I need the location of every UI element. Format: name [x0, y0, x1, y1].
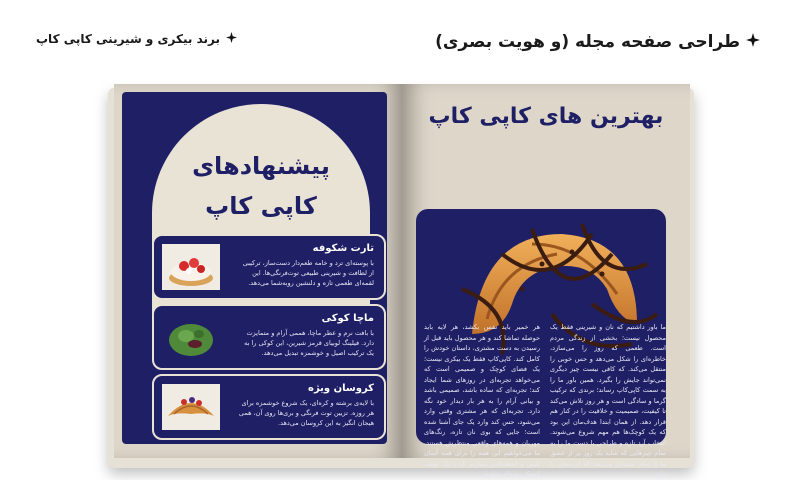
- product-card-tart: [152, 234, 386, 300]
- article-column-left: هر خمیر باید نفس بکشد، هر لایه باید حوصله تماشا کند و هر محصول باید قبل از رسیدن به دست مشتری، داستان خودش را کامل کند. کاپی‌کاپ فقط یک بیکری نیست؛ یک فضای کوچک و صمیمی است که می‌خواهد تجربه‌ای در روزهای شما ایجاد کند؛ تجربه‌ای که ساده باشد، صمیمی باشد و بیانی آرام را به هر بار دیدار خود نگه دارد. تجربه‌ای که هر مشتری وقتی وارد می‌شود، حس کند وارد یک جای آشنا شده است؛ جایی که بوی نان تازه، رنگ‌های مهربان و همه‌های واقعی منتظرش هستند. ما می‌خواهیم این همه را برای همه آسان کنیم، و لحظه‌هایی بسازیم که با یک توقف کوچک روزهای شلوغ.: [424, 323, 540, 478]
- croissant-image: [162, 384, 220, 430]
- matcha-cookie-image: [162, 314, 220, 360]
- brand-subtitle-text: برند بیکری و شیرینی کاپی کاپ: [36, 32, 220, 46]
- product-card-matcha: [152, 304, 386, 370]
- arch-title-line1: پیشنهادهای: [192, 152, 330, 180]
- product-description: با لایه‌ی برشته و کره‌ای، یک شروع خوشمزه برای هر روزه. تزیین توت فرنگی و بری‌ها روی آن، همی هیجان انگیز به این کروسان می‌دهد.: [238, 399, 374, 427]
- right-page-title: بهترین های کاپی کاپ: [428, 104, 664, 129]
- four-point-star-icon: [746, 32, 760, 52]
- arch-title-line2: کاپی کاپ: [205, 192, 317, 220]
- page-header-title: [435, 32, 760, 52]
- product-description: با بافت نرم و عطر ماچا، هممی آرام و متمایزت دارد. فیلینگ لوبیای قرمز شیرین، این کوکی را به یک ترکیب اصیل و خوشمزه تبدیل می‌دهد.: [244, 329, 374, 357]
- magazine-right-page: [402, 84, 690, 478]
- product-card-croissant: [152, 374, 386, 440]
- product-title: تارت شکوفه: [312, 243, 374, 254]
- product-title: ماچا کوکی: [321, 313, 374, 324]
- magazine-left-page: [114, 84, 402, 458]
- product-title: کروسان ویژه: [308, 383, 374, 394]
- article-column-right: ما باور داشتیم که نان و شیرینی فقط یک محصول نیست؛ بخشی از زندگی مردم است. طعمی که روز را می‌سازد، خاطره‌ای را شکل می‌دهد و حس خوبی را منتقل می‌کند. که کافی نیست چیز دیگری نمی‌تواند جایش را بگیرد. همین باور ما را به سمت کاپی‌کاپ رساند؛ برندی که ترکیب گرما و سادگی است و هر روز تلاش می‌کند تا کیفیت، صمیمیت و خلاقیت را در کنار هم قرار دهد. از همان ابتدا هدف‌مان این بود که یک کوچک‌ها هم مهم شروع می‌شوند. انتخاب آرد تازه و طراحی با دست ما را به تمام چیزهایی که شاید یک روز پر از عشق ما با تمام نتیجه‌ای می‌دهد که ارزشش را دارد.: [550, 323, 666, 478]
- brand-subtitle: [36, 32, 237, 46]
- tart-image: [162, 244, 220, 290]
- four-point-star-icon: [226, 32, 237, 46]
- product-description: با پوسته‌ای ترد و خامه طعم‌دار دست‌ساز، ترکیبی از لطافت و شیرینی طبیعی توت‌فرنگی‌ها. این لقمه‌ای طعمی تازه و دلنشین روبه‌شما می‌دهد.: [242, 259, 374, 287]
- header-title-text: طراحی صفحه مجله (و هویت بصری): [435, 32, 740, 52]
